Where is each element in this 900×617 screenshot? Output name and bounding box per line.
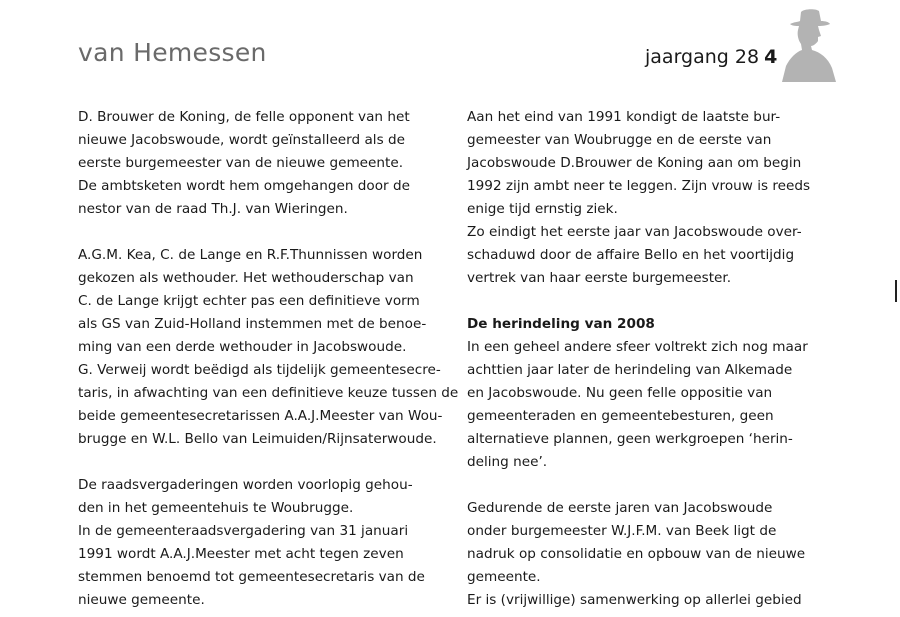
- paragraph-gap: [467, 290, 827, 313]
- text-line: onder burgemeester W.J.F.M. van Beek ligt de: [467, 523, 777, 539]
- text-line: gemeester van Woubrugge en de eerste van: [467, 132, 772, 148]
- text-line: De raadsvergaderingen worden voorlopig gehou-: [78, 477, 413, 493]
- text-line: brugge en W.L. Bello van Leimuiden/Rijnsaterwoude.: [78, 431, 437, 447]
- man-in-hat-silhouette-icon: [782, 6, 838, 82]
- text-line: Er is (vrijwillige) samenwerking op allerlei gebied: [467, 592, 802, 608]
- text-line: 1991 wordt A.A.J.Meester met acht tegen zeven: [78, 546, 404, 562]
- issue-info: [645, 46, 777, 68]
- text-line: ming van een derde wethouder in Jacobswoude.: [78, 339, 407, 355]
- text-line: In de gemeenteraadsvergadering van 31 januari: [78, 523, 409, 539]
- text-line: nadruk op consolidatie en opbouw van de nieuwe: [467, 546, 806, 562]
- paragraph-gap: [78, 451, 438, 474]
- text-line: gemeente.: [467, 569, 541, 585]
- text-line: vertrek van haar eerste burgemeester.: [467, 270, 732, 286]
- text-line: stemmen benoemd tot gemeentesecretaris van de: [78, 569, 425, 585]
- text-line: gekozen als wethouder. Het wethouderschap van: [78, 270, 414, 286]
- paragraph: [78, 244, 459, 451]
- text-line: nieuwe gemeente.: [78, 592, 205, 608]
- page-number: 4: [764, 46, 778, 68]
- text-line: Jacobswoude D.Brouwer de Koning aan om begin: [467, 155, 802, 171]
- text-line: nestor van de raad Th.J. van Wieringen.: [78, 201, 348, 217]
- paragraph-gap: [467, 474, 827, 497]
- paragraph: [78, 474, 438, 612]
- right-text-column: [467, 106, 827, 612]
- text-line: als GS van Zuid-Holland instemmen met de benoe-: [78, 316, 427, 332]
- text-line: beide gemeentesecretarissen A.A.J.Meester van Wou-: [78, 408, 443, 424]
- text-line: Aan het eind van 1991 kondigt de laatste bur-: [467, 109, 781, 125]
- text-line: alternatieve plannen, geen werkgroepen ‘herin-: [467, 431, 793, 447]
- paragraph: [467, 497, 827, 612]
- text-line: den in het gemeentehuis te Woubrugge.: [78, 500, 354, 516]
- text-line: C. de Lange krijgt echter pas een definitieve vorm: [78, 293, 420, 309]
- text-line: schaduwd door de affaire Bello en het voortijdig: [467, 247, 795, 263]
- text-line: achttien jaar later de herindeling van Alkemade: [467, 362, 793, 378]
- text-line: taris, in afwachting van een definitieve keuze tussen de: [78, 385, 459, 401]
- text-line: deling nee’.: [467, 454, 548, 470]
- text-line: De ambtsketen wordt hem omgehangen door de: [78, 178, 410, 194]
- publication-title: van Hemessen: [78, 38, 267, 67]
- paragraph-gap: [78, 221, 438, 244]
- text-line: D. Brouwer de Koning, de felle opponent van het: [78, 109, 410, 125]
- text-line: Gedurende de eerste jaren van Jacobswoude: [467, 500, 773, 516]
- text-line: Zo eindigt het eerste jaar van Jacobswoude over-: [467, 224, 802, 240]
- text-line: In een geheel andere sfeer voltrekt zich nog maar: [467, 339, 808, 355]
- text-line: A.G.M. Kea, C. de Lange en R.F.Thunnissen worden: [78, 247, 423, 263]
- text-line: G. Verweij wordt beëdigd als tijdelijk gemeentesecre-: [78, 362, 441, 378]
- text-line: nieuwe Jacobswoude, wordt geïnstalleerd als de: [78, 132, 405, 148]
- text-line: 1992 zijn ambt neer te leggen. Zijn vrouw is reeds: [467, 178, 811, 194]
- paragraph: [467, 106, 827, 290]
- left-text-column: [78, 106, 459, 612]
- paragraph: [467, 313, 827, 474]
- text-line: eerste burgemeester van de nieuwe gemeente.: [78, 155, 404, 171]
- text-cursor-icon: [895, 280, 897, 302]
- paragraph: [78, 106, 438, 221]
- text-line: enige tijd ernstig ziek.: [467, 201, 618, 217]
- section-heading: De herindeling van 2008: [467, 316, 655, 332]
- text-line: en Jacobswoude. Nu geen felle oppositie van: [467, 385, 773, 401]
- issue-label: jaargang 28: [645, 46, 760, 68]
- text-line: gemeenteraden en gemeentebesturen, geen: [467, 408, 774, 424]
